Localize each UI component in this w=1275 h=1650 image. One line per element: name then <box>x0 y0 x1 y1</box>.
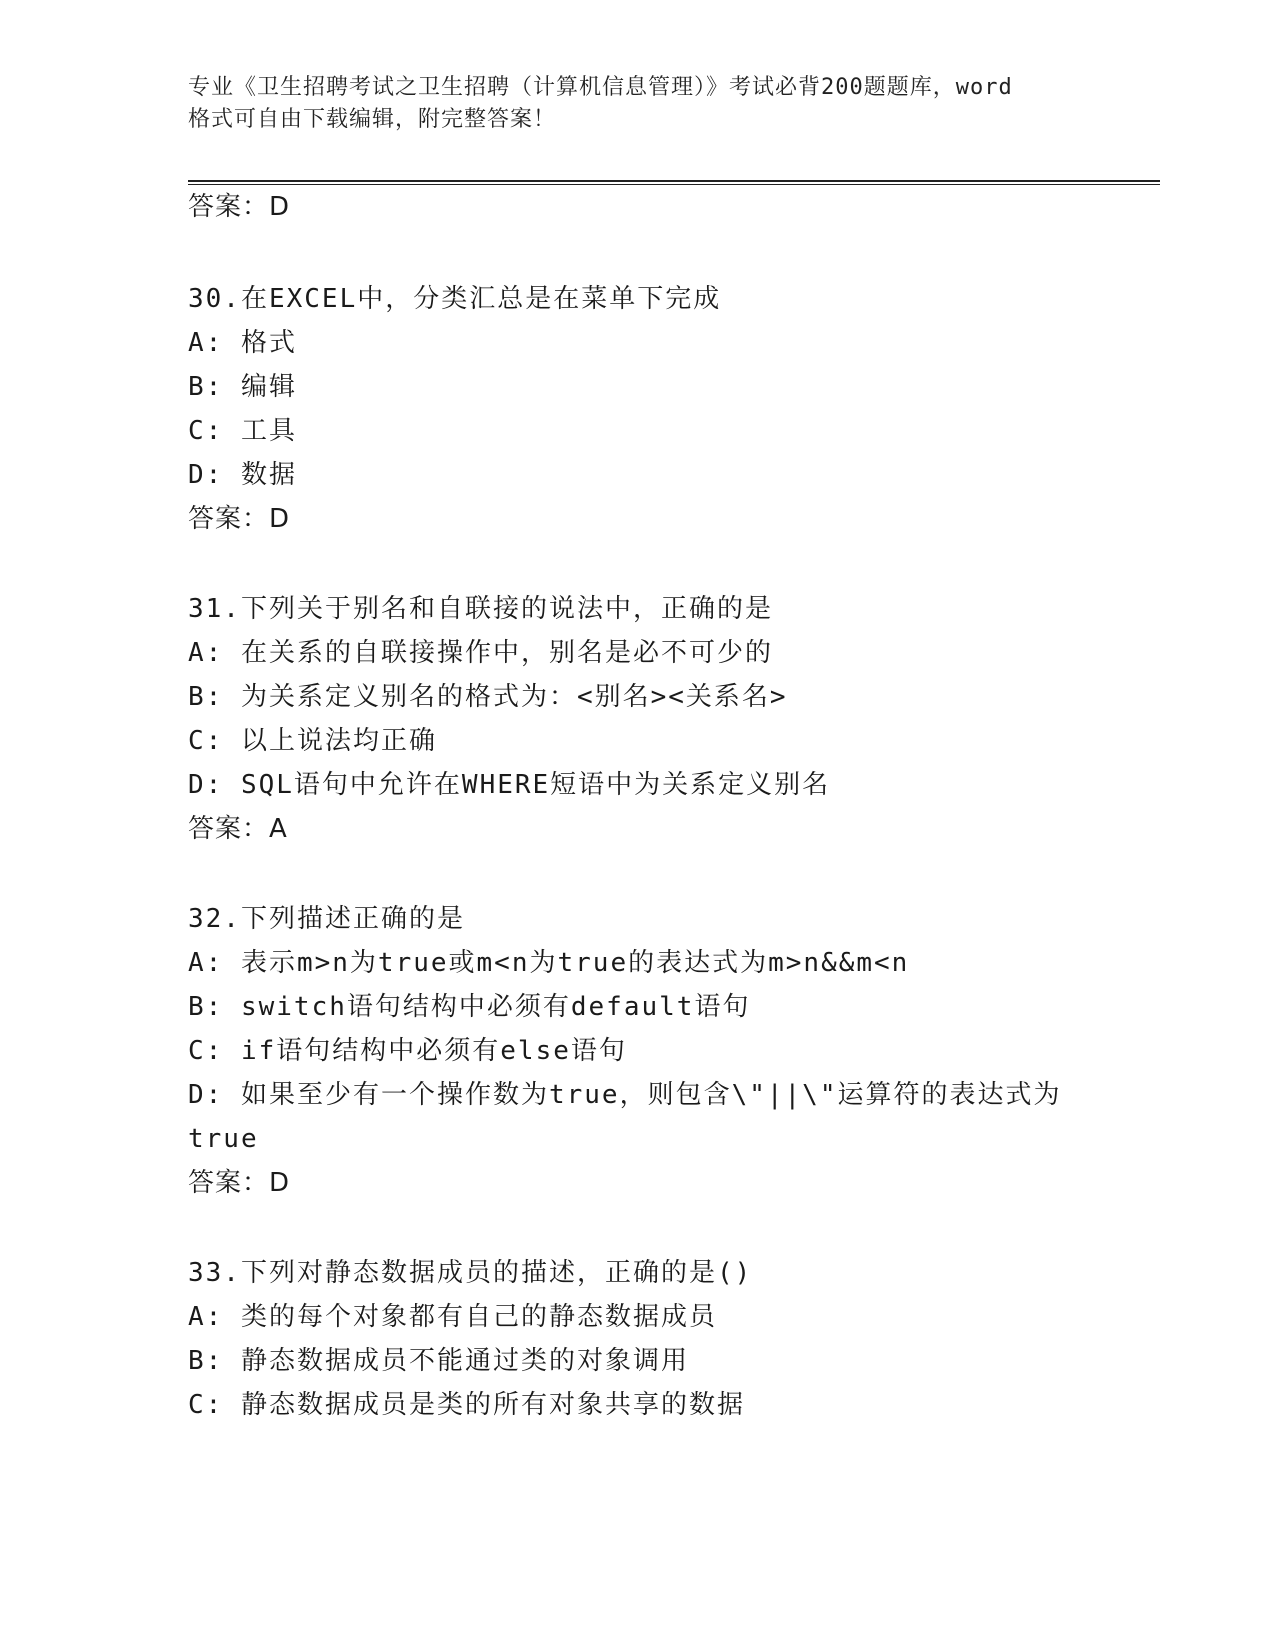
document-header <box>188 72 1098 136</box>
option-b: B: 静态数据成员不能通过类的对象调用 <box>188 1346 689 1376</box>
option-c: C: 工具 <box>188 416 297 446</box>
option-a: A: 表示m>n为true或m<n为true的表达式为m>n&&m<n <box>188 948 910 978</box>
header-rule-thin <box>188 184 1160 185</box>
answer-line: 答案：A <box>188 814 288 844</box>
option-b: B: 编辑 <box>188 372 297 402</box>
option-c: C: if语句结构中必须有else语句 <box>188 1036 627 1066</box>
option-b: B: switch语句结构中必须有default语句 <box>188 992 751 1022</box>
question-stem: 30.在EXCEL中，分类汇总是在菜单下完成 <box>188 284 722 314</box>
question-stem: 31.下列关于别名和自联接的说法中，正确的是 <box>188 594 773 624</box>
option-c: C: 静态数据成员是类的所有对象共享的数据 <box>188 1390 745 1420</box>
option-d: D: 如果至少有一个操作数为true，则包含\"||\"运算符的表达式为 <box>188 1080 1062 1110</box>
answer-line: 答案：D <box>188 192 291 222</box>
question-stem: 33.下列对静态数据成员的描述，正确的是() <box>188 1258 753 1288</box>
header-line-1: 专业《卫生招聘考试之卫生招聘（计算机信息管理）》考试必背200题题库，word <box>188 75 1013 100</box>
option-c: C: 以上说法均正确 <box>188 726 437 756</box>
option-b: B: 为关系定义别名的格式为：<别名><关系名> <box>188 682 788 712</box>
option-a: A: 格式 <box>188 328 297 358</box>
option-d-continuation: true <box>188 1124 259 1154</box>
answer-line: 答案：D <box>188 1168 291 1198</box>
option-d: D: SQL语句中允许在WHERE短语中为关系定义别名 <box>188 770 831 800</box>
option-d: D: 数据 <box>188 460 297 490</box>
option-a: A: 在关系的自联接操作中，别名是必不可少的 <box>188 638 773 668</box>
option-a: A: 类的每个对象都有自己的静态数据成员 <box>188 1302 717 1332</box>
header-rule-thick <box>188 180 1160 182</box>
header-line-2: 格式可自由下载编辑，附完整答案！ <box>188 107 557 132</box>
question-stem: 32.下列描述正确的是 <box>188 904 465 934</box>
answer-line: 答案：D <box>188 504 291 534</box>
